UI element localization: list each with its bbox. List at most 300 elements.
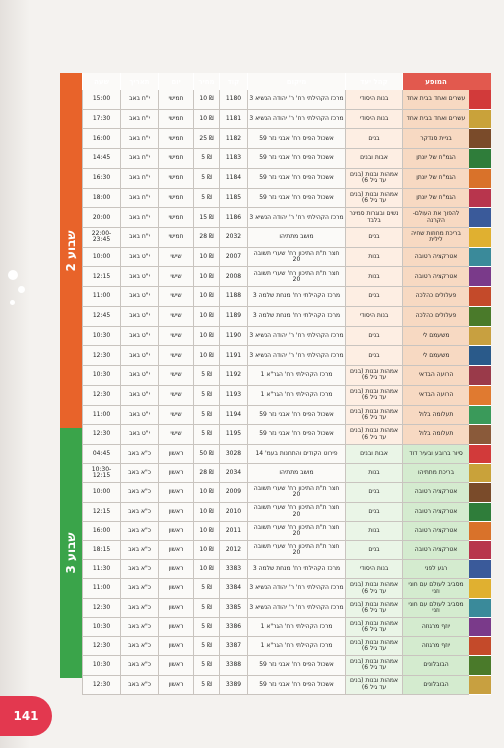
cell-code: 1191 — [219, 346, 247, 365]
cell-show: אטרקציה רטובה — [402, 503, 469, 521]
cell-aud: בנות — [345, 267, 402, 286]
cell-time: 11:00 — [82, 579, 120, 597]
cell-day: ראשון — [158, 503, 193, 521]
cell-loc: מרכז הקהילתי רח' ר' יהודה הנשיא 3 — [247, 110, 345, 129]
cell-price: 10 ₪ — [193, 346, 219, 365]
cell-code: 1181 — [219, 110, 247, 129]
show-thumbnail-image — [469, 522, 491, 541]
cell-code: 1194 — [219, 406, 247, 425]
cell-code: 2011 — [219, 522, 247, 540]
cell-loc: מושב מתתיהו — [247, 464, 345, 482]
cell-aud: אמהות ובנות (בנים עד גיל 6) — [345, 406, 402, 425]
header-audience: קהל יעד — [345, 73, 402, 90]
page-gutter-shadow — [0, 0, 30, 748]
cell-time: 16:00 — [82, 129, 120, 148]
table-row — [82, 579, 469, 598]
cell-time: 12:30 — [82, 346, 120, 365]
cell-code: 3385 — [219, 599, 247, 617]
cell-loc: מרכז הקהילתי רח' מנחת שלמה 3 — [247, 307, 345, 326]
cell-aud: אמהות ובנות (בנים עד גיל 6) — [345, 579, 402, 597]
cell-price: 5 ₪ — [193, 676, 219, 694]
cell-date: י"ח באב — [120, 90, 158, 109]
show-thumbnail-image — [469, 445, 491, 464]
cell-show: סיור ברובע ובעיר דוד — [402, 445, 469, 463]
cell-day: חמישי — [158, 90, 193, 109]
cell-time: 17:30 — [82, 110, 120, 129]
cell-show: תעלומה בלול — [402, 425, 469, 444]
cell-time: 15:00 — [82, 90, 120, 109]
cell-day: שישי — [158, 287, 193, 306]
cell-code: 3383 — [219, 560, 247, 578]
cell-show: משעמם לי — [402, 346, 469, 365]
show-thumbnail-image — [469, 189, 491, 209]
table-row — [82, 346, 469, 366]
cell-loc: אשכול הפיס רח' אבני נזר 59 — [247, 676, 345, 694]
cell-code: 2009 — [219, 483, 247, 501]
cell-day: חמישי — [158, 169, 193, 188]
cell-show: מסביב לעולם עם חוני וזני — [402, 599, 469, 617]
cell-loc: אשכול הפיס רח' אבני נזר 59 — [247, 149, 345, 168]
table-row — [82, 327, 469, 347]
cell-day: שישי — [158, 386, 193, 405]
show-thumbnail-image — [469, 366, 491, 386]
table-row — [82, 129, 469, 149]
cell-loc: מרכז הקהילתי רח' ר' יהודה הנשיא 3 — [247, 599, 345, 617]
cell-loc: אשכול הפיס רח' אבני נזר 59 — [247, 425, 345, 444]
cell-loc: אשכול הפיס רח' אבני נזר 59 — [247, 189, 345, 208]
cell-time: 10:00 — [82, 248, 120, 267]
cell-show: אטרקציה רטובה — [402, 522, 469, 540]
cell-code: 1185 — [219, 189, 247, 208]
show-thumbnails — [469, 73, 491, 695]
cell-date: כ"א באב — [120, 676, 158, 694]
cell-code: 2012 — [219, 541, 247, 559]
cell-day: חמישי — [158, 189, 193, 208]
cell-day: ראשון — [158, 599, 193, 617]
cell-loc: אשכול הפיס רח' אבני נזר 59 — [247, 656, 345, 674]
cell-show: אטרקציה רטובה — [402, 248, 469, 267]
cell-day: שישי — [158, 307, 193, 326]
cell-time: 10:30 — [82, 618, 120, 636]
cell-price: 5 ₪ — [193, 386, 219, 405]
cell-loc: מרכז הקהילתי רח' הגר"א 1 — [247, 366, 345, 385]
show-thumbnail-image — [469, 618, 491, 637]
cell-show: בריכת מתתיהו — [402, 464, 469, 482]
cell-time: 16:30 — [82, 169, 120, 188]
table-row — [82, 169, 469, 189]
table-row — [82, 386, 469, 406]
cell-aud: אמהות ובנות (בנים עד גיל 6) — [345, 599, 402, 617]
cell-aud: בנים — [345, 503, 402, 521]
cell-price: 50 ₪ — [193, 445, 219, 463]
cell-aud: אבות ובנים — [345, 445, 402, 463]
show-thumbnail-image — [469, 637, 491, 656]
cell-day: ראשון — [158, 522, 193, 540]
cell-date: כ"א באב — [120, 618, 158, 636]
cell-loc: חצר ת"ת התיכון רח' שערי תשובה 20 — [247, 248, 345, 267]
cell-date: י"ח באב — [120, 208, 158, 227]
cell-code: 2034 — [219, 464, 247, 482]
cell-code: 1186 — [219, 208, 247, 227]
cell-aud: נשים ובוגרות סמינר בלבד — [345, 208, 402, 227]
cell-loc: פירוט הקודים והתחנות בעמ' 14 — [247, 445, 345, 463]
show-thumbnail-image — [469, 90, 491, 110]
cell-price: 10 ₪ — [193, 307, 219, 326]
page-number: 141 — [0, 696, 52, 736]
header-price: מחיר — [193, 73, 219, 90]
cell-price: 10 ₪ — [193, 503, 219, 521]
cell-day: שישי — [158, 425, 193, 444]
table-row — [82, 248, 469, 268]
table-row — [82, 149, 469, 169]
table-header — [82, 73, 469, 90]
table-row — [82, 503, 469, 522]
cell-code: 2010 — [219, 503, 247, 521]
cell-loc: אשכול הפיס רח' אבני נזר 59 — [247, 406, 345, 425]
cell-time: 14:45 — [82, 149, 120, 168]
cell-code: 3388 — [219, 656, 247, 674]
cell-show: הגמ"ח של יונתן — [402, 169, 469, 188]
cell-day: ראשון — [158, 618, 193, 636]
table-row — [82, 599, 469, 618]
cell-show: יוזף מרגוזה — [402, 618, 469, 636]
table-row — [82, 676, 469, 695]
cell-show: אטרקציה רטובה — [402, 267, 469, 286]
cell-code: 3384 — [219, 579, 247, 597]
cell-date: י"ט באב — [120, 248, 158, 267]
cell-time: 12:30 — [82, 599, 120, 617]
cell-show: הבובלונים — [402, 656, 469, 674]
cell-show: הרועה הבדאי — [402, 386, 469, 405]
cell-code: 2008 — [219, 267, 247, 286]
header-day: יום — [158, 73, 193, 90]
table-row — [82, 656, 469, 675]
cell-code: 3386 — [219, 618, 247, 636]
cell-price: 10 ₪ — [193, 483, 219, 501]
cell-price: 15 ₪ — [193, 208, 219, 227]
cell-date: י"ח באב — [120, 189, 158, 208]
cell-date: י"ח באב — [120, 228, 158, 247]
cell-time: 16:00 — [82, 522, 120, 540]
cell-time: 18:15 — [82, 541, 120, 559]
cell-show: אטרקציה רטובה — [402, 541, 469, 559]
cell-loc: מרכז הקהילתי רח' ר' יהודה הנשיא 3 — [247, 327, 345, 346]
cell-aud: אמהות ובנות (בנים עד גיל 6) — [345, 189, 402, 208]
cell-day: ראשון — [158, 464, 193, 482]
cell-aud: בנים — [345, 129, 402, 148]
cell-loc: מרכז הקהילתי רח' ר' יהודה הנשיא 3 — [247, 579, 345, 597]
cell-date: י"ט באב — [120, 425, 158, 444]
cell-price: 10 ₪ — [193, 560, 219, 578]
cell-code: 1189 — [219, 307, 247, 326]
cell-date: כ"א באב — [120, 541, 158, 559]
cell-price: 5 ₪ — [193, 169, 219, 188]
cell-price: 10 ₪ — [193, 110, 219, 129]
show-thumbnail-image — [469, 386, 491, 406]
header-time: שעה — [82, 73, 120, 90]
cell-price: 5 ₪ — [193, 656, 219, 674]
cell-aud: בנות היסודי — [345, 307, 402, 326]
cell-aud: אמהות ובנות (בנים עד גיל 6) — [345, 169, 402, 188]
cell-show: פעלולים כהלכה — [402, 307, 469, 326]
cell-loc: מרכז הקהילתי רח' מנחת שלמה 3 — [247, 560, 345, 578]
cell-show: הגמ"ח של יונתן — [402, 149, 469, 168]
cell-aud: בנים — [345, 228, 402, 247]
cell-date: י"ט באב — [120, 346, 158, 365]
show-thumbnail-image — [469, 129, 491, 149]
cell-time: 18:00 — [82, 189, 120, 208]
show-thumbnail-image — [469, 267, 491, 287]
table-row — [82, 189, 469, 209]
cell-loc: חצר ת"ת התיכון רח' שערי תשובה 20 — [247, 483, 345, 501]
show-thumbnail-image — [469, 579, 491, 598]
cell-price: 10 ₪ — [193, 327, 219, 346]
show-thumbnail-image — [469, 503, 491, 522]
show-thumbnail-image — [469, 208, 491, 228]
cell-aud: בנים — [345, 541, 402, 559]
cell-price: 10 ₪ — [193, 90, 219, 109]
cell-code: 2007 — [219, 248, 247, 267]
cell-show: להפוך את העולם- הקרנה — [402, 208, 469, 227]
cell-time: 22:00-23:45 — [82, 228, 120, 247]
cell-price: 5 ₪ — [193, 406, 219, 425]
cell-date: י"ט באב — [120, 386, 158, 405]
cell-price: 25 ₪ — [193, 129, 219, 148]
cell-code: 3389 — [219, 676, 247, 694]
cell-loc: מרכז הקהילתי רח' הגר"א 1 — [247, 386, 345, 405]
cell-code: 1180 — [219, 90, 247, 109]
cell-price: 5 ₪ — [193, 579, 219, 597]
cell-price: 5 ₪ — [193, 189, 219, 208]
header-show: המופע — [402, 73, 469, 90]
cell-date: י"ט באב — [120, 287, 158, 306]
cell-code: 1193 — [219, 386, 247, 405]
table-row — [82, 406, 469, 426]
cell-day: שישי — [158, 248, 193, 267]
cell-day: שישי — [158, 346, 193, 365]
cell-show: הגמ"ח של יונתן — [402, 189, 469, 208]
cell-price: 10 ₪ — [193, 522, 219, 540]
cell-time: 10:00 — [82, 483, 120, 501]
cell-date: כ"א באב — [120, 445, 158, 463]
cell-price: 5 ₪ — [193, 637, 219, 655]
cell-aud: אמהות ובנות (בנים עד גיל 6) — [345, 637, 402, 655]
cell-day: שישי — [158, 267, 193, 286]
cell-aud: בנות היסודי — [345, 110, 402, 129]
cell-loc: מרכז הקהילתי רח' ר' יהודה הנשיא 3 — [247, 208, 345, 227]
table-row — [82, 618, 469, 637]
cell-date: כ"א באב — [120, 560, 158, 578]
cell-time: 11:30 — [82, 560, 120, 578]
cell-day: חמישי — [158, 129, 193, 148]
cell-show: בניית סנדקר — [402, 129, 469, 148]
show-thumbnail-image — [469, 307, 491, 327]
cell-date: כ"א באב — [120, 599, 158, 617]
cell-day: שישי — [158, 327, 193, 346]
cell-date: י"ח באב — [120, 129, 158, 148]
show-thumbnail-image — [469, 110, 491, 130]
cell-code: 1183 — [219, 149, 247, 168]
show-thumbnail-image — [469, 248, 491, 268]
cell-show: אטרקציה רטובה — [402, 483, 469, 501]
cell-day: חמישי — [158, 149, 193, 168]
show-thumbnail-image — [469, 656, 491, 675]
table-row — [82, 637, 469, 656]
cell-loc: מרכז הקהילתי רח' ר' יהודה הנשיא 3 — [247, 90, 345, 109]
cell-loc: חצר ת"ת התיכון רח' שערי תשובה 20 — [247, 503, 345, 521]
cell-aud: בנות — [345, 248, 402, 267]
cell-aud: אמהות ובנות (בנים עד גיל 6) — [345, 425, 402, 444]
table-row — [82, 267, 469, 287]
cell-date: י"ט באב — [120, 366, 158, 385]
cell-date: כ"א באב — [120, 656, 158, 674]
cell-show: עשרים ואחד בבית אחד — [402, 90, 469, 109]
cell-aud: בנים — [345, 346, 402, 365]
show-thumbnail-image — [469, 327, 491, 347]
cell-date: כ"א באב — [120, 464, 158, 482]
cell-price: 5 ₪ — [193, 618, 219, 636]
cell-aud: בנות — [345, 522, 402, 540]
show-thumbnail-image — [469, 560, 491, 579]
show-thumbnail-image — [469, 425, 491, 445]
cell-time: 10:30-12:15 — [82, 464, 120, 482]
week-3-rows — [82, 445, 469, 695]
cell-price: 5 ₪ — [193, 425, 219, 444]
cell-loc: אשכול הפיס רח' אבני נזר 59 — [247, 129, 345, 148]
show-thumbnail-image — [469, 228, 491, 248]
cell-date: י"ט באב — [120, 327, 158, 346]
cell-price: 5 ₪ — [193, 599, 219, 617]
cell-show: עשרים ואחד בבית אחד — [402, 110, 469, 129]
show-thumbnail-image — [469, 464, 491, 483]
week-2-label: שבוע 2 — [64, 229, 78, 272]
show-thumbnail-image — [469, 541, 491, 560]
cell-show: רגע לפני — [402, 560, 469, 578]
week-3-label: שבוע 3 — [64, 532, 78, 574]
cell-time: 11:00 — [82, 406, 120, 425]
cell-date: י"ט באב — [120, 406, 158, 425]
table-row — [82, 541, 469, 560]
cell-aud: בנות היסודי — [345, 560, 402, 578]
table-row — [82, 366, 469, 386]
cell-show: משעמם לי — [402, 327, 469, 346]
cell-date: כ"א באב — [120, 483, 158, 501]
table-row — [82, 110, 469, 130]
cell-day: ראשון — [158, 676, 193, 694]
cell-loc: חצר ת"ת התיכון רח' שערי תשובה 20 — [247, 541, 345, 559]
cell-time: 04:45 — [82, 445, 120, 463]
cell-aud: אמהות ובנות (בנים עד גיל 6) — [345, 676, 402, 694]
cell-aud: אמהות ובנות (בנים עד גיל 6) — [345, 618, 402, 636]
cell-time: 10:30 — [82, 366, 120, 385]
show-thumbnail-image — [469, 483, 491, 502]
cell-price: 10 ₪ — [193, 541, 219, 559]
header-code: קוד — [219, 73, 247, 90]
table-row — [82, 425, 469, 445]
table-row — [82, 522, 469, 541]
cell-show: תעלומה בלול — [402, 406, 469, 425]
table-row — [82, 560, 469, 579]
cell-show: יוזף מרגוזה — [402, 637, 469, 655]
schedule-table — [82, 73, 469, 695]
cell-show: פעלולים כהלכה — [402, 287, 469, 306]
cell-time: 12:15 — [82, 267, 120, 286]
cell-loc: מושב מתתיהו — [247, 228, 345, 247]
cell-day: חמישי — [158, 228, 193, 247]
cell-time: 11:00 — [82, 287, 120, 306]
cell-aud: אבות ובנים — [345, 149, 402, 168]
cell-price: 28 ₪ — [193, 464, 219, 482]
cell-code: 3028 — [219, 445, 247, 463]
cell-time: 12:30 — [82, 386, 120, 405]
cell-price: 5 ₪ — [193, 366, 219, 385]
cell-day: חמישי — [158, 208, 193, 227]
table-row — [82, 445, 469, 464]
cell-aud: אמהות ובנות (בנים עד גיל 6) — [345, 656, 402, 674]
cell-aud: אמהות ובנות (בנים עד גיל 6) — [345, 366, 402, 385]
cell-date: י"ח באב — [120, 169, 158, 188]
cell-price: 10 ₪ — [193, 267, 219, 286]
table-row — [82, 287, 469, 307]
cell-date: כ"א באב — [120, 522, 158, 540]
cell-price: 5 ₪ — [193, 149, 219, 168]
cell-price: 28 ₪ — [193, 228, 219, 247]
cell-code: 1190 — [219, 327, 247, 346]
show-thumbnail-image — [469, 406, 491, 426]
cell-day: ראשון — [158, 637, 193, 655]
cell-show: הבובלונים — [402, 676, 469, 694]
cell-code: 1192 — [219, 366, 247, 385]
cell-loc: אשכול הפיס רח' אבני נזר 59 — [247, 169, 345, 188]
cell-aud: בנות — [345, 464, 402, 482]
cell-loc: חצר ת"ת התיכון רח' שערי תשובה 20 — [247, 267, 345, 286]
cell-time: 12:30 — [82, 425, 120, 444]
header-date: תאריך — [120, 73, 158, 90]
show-thumbnail-image — [469, 287, 491, 307]
cell-code: 1182 — [219, 129, 247, 148]
cell-code: 3387 — [219, 637, 247, 655]
cell-code: 1195 — [219, 425, 247, 444]
week-2-rows — [82, 90, 469, 445]
table-row — [82, 483, 469, 502]
cell-aud: בנים — [345, 287, 402, 306]
table-row — [82, 464, 469, 483]
table-row — [82, 228, 469, 248]
cell-time: 20:00 — [82, 208, 120, 227]
week-3-tab — [60, 428, 82, 678]
cell-time: 12:30 — [82, 676, 120, 694]
cell-loc: מרכז הקהילתי רח' ר' יהודה הנשיא 3 — [247, 346, 345, 365]
cell-day: חמישי — [158, 110, 193, 129]
cell-time: 10:30 — [82, 656, 120, 674]
cell-day: שישי — [158, 406, 193, 425]
cell-aud: בנים — [345, 483, 402, 501]
show-thumbnail-image — [469, 599, 491, 618]
table-row — [82, 307, 469, 327]
cell-day: ראשון — [158, 579, 193, 597]
show-thumbnail-image — [469, 169, 491, 189]
cell-day: ראשון — [158, 541, 193, 559]
cell-code: 1188 — [219, 287, 247, 306]
cell-time: 12:30 — [82, 637, 120, 655]
header-location: מיקום — [247, 73, 345, 90]
cell-show: בריכת מחוזות שחיה לילית — [402, 228, 469, 247]
cell-aud: בנים — [345, 327, 402, 346]
show-thumbnail-image — [469, 346, 491, 366]
cell-loc: מרכז הקהילתי רח' מנחת שלמה 3 — [247, 287, 345, 306]
week-2-tab — [60, 73, 82, 428]
cell-show: מסביב לעולם עם חוני וזני — [402, 579, 469, 597]
